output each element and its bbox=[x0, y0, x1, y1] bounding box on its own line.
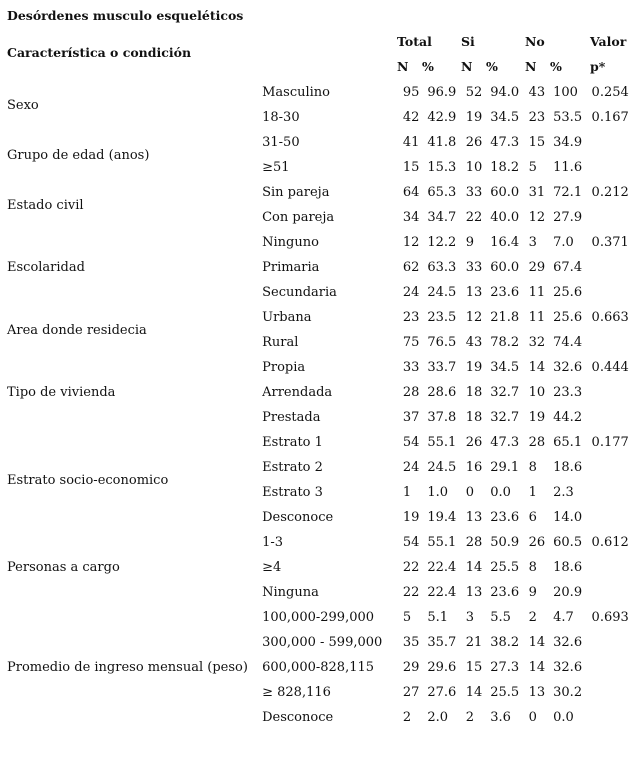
no-n-cell: 43 bbox=[528, 85, 546, 100]
si-pct-cell: 32.7 bbox=[490, 410, 520, 425]
header-no-n: N bbox=[525, 59, 537, 74]
row-subcategory: Masculino bbox=[262, 85, 331, 100]
p-value-cell bbox=[592, 655, 639, 680]
total-n-cell: 19 bbox=[402, 510, 420, 525]
p-value-cell: 0.444 bbox=[591, 360, 629, 375]
total-n-cell: 75 bbox=[402, 335, 420, 350]
row-subcategory: 1-3 bbox=[262, 535, 284, 550]
total-pct-cell: 12.2 bbox=[427, 235, 457, 250]
total-n-cell: 62 bbox=[402, 260, 420, 275]
si-pct-cell: 27.3 bbox=[490, 660, 520, 675]
no-pct-cell: 100 bbox=[553, 85, 578, 100]
row-subcategory: Ninguna bbox=[262, 585, 319, 600]
no-pct-cell: 74.4 bbox=[553, 335, 583, 350]
table-row bbox=[0, 605, 639, 630]
row-subcategory: Estrato 3 bbox=[262, 485, 323, 500]
si-n-cell: 26 bbox=[465, 435, 483, 450]
total-n-cell: 27 bbox=[402, 685, 420, 700]
no-pct-cell: 65.1 bbox=[553, 435, 583, 450]
row-subcategory: 31-50 bbox=[262, 135, 300, 150]
si-pct-cell: 32.7 bbox=[490, 385, 520, 400]
si-n-cell: 9 bbox=[465, 235, 475, 250]
results-table bbox=[0, 80, 639, 730]
header-no-pct: % bbox=[550, 59, 562, 74]
no-pct-cell: 18.6 bbox=[553, 460, 583, 475]
si-n-cell: 33 bbox=[465, 185, 483, 200]
total-pct-cell: 42.9 bbox=[427, 110, 457, 125]
table-row bbox=[0, 530, 639, 555]
total-n-cell: 29 bbox=[402, 660, 420, 675]
si-pct-cell: 25.5 bbox=[490, 685, 520, 700]
no-pct-cell: 25.6 bbox=[553, 285, 583, 300]
si-n-cell: 10 bbox=[465, 160, 483, 175]
group-label: Area donde residecia bbox=[7, 322, 147, 338]
si-pct-cell: 23.6 bbox=[490, 285, 520, 300]
si-n-cell: 0 bbox=[465, 485, 475, 500]
p-value-cell bbox=[592, 155, 639, 180]
si-n-cell: 19 bbox=[465, 110, 483, 125]
total-n-cell: 34 bbox=[402, 210, 420, 225]
si-n-cell: 52 bbox=[465, 85, 483, 100]
group-label: Personas a cargo bbox=[7, 560, 120, 575]
no-pct-cell: 53.5 bbox=[553, 110, 583, 125]
total-n-cell: 1 bbox=[402, 485, 412, 500]
row-subcategory: Desconoce bbox=[262, 710, 334, 725]
si-n-cell: 14 bbox=[465, 560, 483, 575]
total-n-cell: 54 bbox=[402, 435, 420, 450]
si-n-cell: 18 bbox=[465, 410, 483, 425]
si-n-cell: 21 bbox=[465, 635, 483, 650]
si-pct-cell: 47.3 bbox=[490, 135, 520, 150]
si-pct-cell: 29.1 bbox=[490, 460, 520, 475]
si-n-cell: 15 bbox=[465, 660, 483, 675]
p-value-cell: 0.167 bbox=[591, 110, 629, 125]
no-pct-cell: 0.0 bbox=[553, 710, 574, 725]
row-subcategory: 100,000-299,000 bbox=[262, 610, 375, 625]
no-n-cell: 8 bbox=[528, 460, 537, 475]
si-n-cell: 2 bbox=[465, 710, 475, 725]
no-pct-cell: 11.6 bbox=[553, 160, 583, 175]
group-label: Promedio de ingreso mensual (peso) bbox=[7, 660, 248, 675]
no-n-cell: 14 bbox=[528, 360, 546, 375]
total-pct-cell: 28.6 bbox=[427, 385, 457, 400]
si-pct-cell: 47.3 bbox=[490, 435, 520, 450]
si-pct-cell: 21.8 bbox=[490, 310, 520, 325]
si-n-cell: 19 bbox=[465, 360, 483, 375]
table-row bbox=[0, 430, 639, 455]
p-value-cell bbox=[592, 580, 639, 605]
header-si-n: N bbox=[461, 59, 473, 74]
row-subcategory: Arrendada bbox=[262, 385, 333, 400]
p-value-cell bbox=[592, 280, 639, 305]
total-pct-cell: 63.3 bbox=[427, 260, 457, 275]
si-n-cell: 12 bbox=[465, 310, 483, 325]
total-pct-cell: 19.4 bbox=[427, 510, 457, 525]
total-pct-cell: 55.1 bbox=[427, 535, 457, 550]
total-n-cell: 12 bbox=[402, 235, 420, 250]
p-value-cell bbox=[592, 480, 639, 505]
total-n-cell: 64 bbox=[402, 185, 420, 200]
si-n-cell: 16 bbox=[465, 460, 483, 475]
total-pct-cell: 24.5 bbox=[427, 285, 457, 300]
group-label: Tipo de vivienda bbox=[7, 385, 116, 400]
row-subcategory: Sin pareja bbox=[262, 185, 330, 200]
total-n-cell: 22 bbox=[402, 560, 420, 575]
row-subcategory: Propia bbox=[262, 360, 306, 375]
p-value-cell bbox=[592, 555, 639, 580]
header-total: Total bbox=[397, 34, 432, 49]
total-n-cell: 95 bbox=[402, 85, 420, 100]
header-p: p* bbox=[590, 59, 606, 74]
si-pct-cell: 94.0 bbox=[490, 85, 520, 100]
group-label: Grupo de edad (anos) bbox=[7, 147, 150, 163]
si-pct-cell: 40.0 bbox=[490, 210, 520, 225]
group-label: Escolaridad bbox=[7, 260, 85, 275]
total-pct-cell: 37.8 bbox=[427, 410, 457, 425]
group-label: Estado civil bbox=[7, 197, 84, 213]
no-pct-cell: 25.6 bbox=[553, 310, 583, 325]
no-n-cell: 5 bbox=[528, 160, 537, 175]
total-pct-cell: 23.5 bbox=[427, 310, 457, 325]
si-pct-cell: 34.5 bbox=[490, 360, 520, 375]
no-n-cell: 0 bbox=[528, 710, 537, 725]
p-value-cell bbox=[592, 380, 639, 405]
total-n-cell: 42 bbox=[402, 110, 420, 125]
si-pct-cell: 60.0 bbox=[490, 185, 520, 200]
header-si-pct: % bbox=[486, 59, 498, 74]
p-value-cell: 0.177 bbox=[591, 435, 629, 450]
no-pct-cell: 67.4 bbox=[553, 260, 583, 275]
p-value-cell: 0.663 bbox=[591, 310, 629, 325]
no-pct-cell: 44.2 bbox=[553, 410, 583, 425]
no-pct-cell: 20.9 bbox=[553, 585, 583, 600]
row-subcategory: ≥ 828,116 bbox=[262, 685, 331, 700]
no-n-cell: 3 bbox=[528, 235, 537, 250]
header-total-n: N bbox=[397, 59, 409, 74]
total-n-cell: 33 bbox=[402, 360, 420, 375]
row-subcategory: Con pareja bbox=[262, 210, 335, 225]
no-pct-cell: 32.6 bbox=[553, 360, 583, 375]
no-n-cell: 11 bbox=[528, 285, 546, 300]
row-subcategory: 18-30 bbox=[262, 110, 300, 125]
no-n-cell: 26 bbox=[528, 535, 546, 550]
row-subcategory: ≥51 bbox=[262, 160, 290, 175]
no-pct-cell: 32.6 bbox=[553, 660, 583, 675]
si-pct-cell: 5.5 bbox=[490, 610, 511, 625]
si-pct-cell: 50.9 bbox=[490, 535, 520, 550]
total-pct-cell: 1.0 bbox=[427, 485, 449, 500]
si-pct-cell: 34.5 bbox=[490, 110, 520, 125]
no-n-cell: 14 bbox=[528, 635, 546, 650]
no-n-cell: 6 bbox=[528, 510, 537, 525]
row-subcategory: Estrato 1 bbox=[262, 435, 323, 450]
p-value-cell: 0.612 bbox=[591, 535, 629, 550]
si-n-cell: 43 bbox=[465, 335, 483, 350]
total-pct-cell: 96.9 bbox=[427, 85, 457, 100]
total-n-cell: 54 bbox=[402, 535, 420, 550]
no-n-cell: 9 bbox=[528, 585, 537, 600]
row-subcategory: Estrato 2 bbox=[262, 460, 323, 475]
p-value-cell bbox=[592, 330, 639, 355]
total-n-cell: 15 bbox=[402, 160, 420, 175]
total-n-cell: 41 bbox=[402, 135, 420, 150]
total-pct-cell: 5.1 bbox=[427, 610, 449, 625]
si-n-cell: 14 bbox=[465, 685, 483, 700]
p-value-cell bbox=[592, 255, 639, 280]
header-no: No bbox=[525, 34, 545, 49]
no-n-cell: 10 bbox=[528, 385, 546, 400]
row-subcategory: 600,000-828,115 bbox=[262, 660, 375, 675]
table-row bbox=[0, 130, 639, 155]
total-pct-cell: 29.6 bbox=[427, 660, 457, 675]
p-value-cell bbox=[592, 630, 639, 655]
total-n-cell: 37 bbox=[402, 410, 420, 425]
total-n-cell: 35 bbox=[402, 635, 420, 650]
table-row bbox=[0, 230, 639, 255]
si-pct-cell: 60.0 bbox=[490, 260, 520, 275]
total-pct-cell: 65.3 bbox=[427, 185, 457, 200]
row-subcategory: Ninguno bbox=[262, 235, 319, 250]
no-n-cell: 11 bbox=[528, 310, 546, 325]
p-value-cell bbox=[592, 130, 639, 155]
si-pct-cell: 23.6 bbox=[490, 585, 520, 600]
si-pct-cell: 16.4 bbox=[490, 235, 520, 250]
si-pct-cell: 18.2 bbox=[490, 160, 520, 175]
row-subcategory: 300,000 - 599,000 bbox=[262, 635, 383, 650]
no-pct-cell: 23.3 bbox=[553, 385, 583, 400]
total-pct-cell: 33.7 bbox=[427, 360, 457, 375]
row-subcategory: Primaria bbox=[262, 260, 320, 275]
total-pct-cell: 34.7 bbox=[427, 210, 457, 225]
total-pct-cell: 41.8 bbox=[427, 135, 457, 150]
no-pct-cell: 2.3 bbox=[553, 485, 574, 500]
total-n-cell: 22 bbox=[402, 585, 420, 600]
no-n-cell: 12 bbox=[528, 210, 546, 225]
total-n-cell: 24 bbox=[402, 285, 420, 300]
row-subcategory: Prestada bbox=[262, 410, 321, 425]
si-n-cell: 26 bbox=[465, 135, 483, 150]
total-pct-cell: 27.6 bbox=[427, 685, 457, 700]
total-n-cell: 24 bbox=[402, 460, 420, 475]
header-characteristic: Característica o condición bbox=[7, 45, 192, 60]
no-pct-cell: 60.5 bbox=[553, 535, 583, 550]
p-value-cell bbox=[592, 705, 639, 730]
total-pct-cell: 22.4 bbox=[427, 560, 457, 575]
si-pct-cell: 23.6 bbox=[490, 510, 520, 525]
header-total-pct: % bbox=[422, 59, 434, 74]
total-n-cell: 28 bbox=[402, 385, 420, 400]
table-row bbox=[0, 305, 639, 330]
si-n-cell: 13 bbox=[465, 585, 483, 600]
si-pct-cell: 38.2 bbox=[490, 635, 520, 650]
total-pct-cell: 55.1 bbox=[427, 435, 457, 450]
table-row bbox=[0, 180, 639, 205]
si-pct-cell: 3.6 bbox=[490, 710, 511, 725]
row-subcategory: Urbana bbox=[262, 310, 312, 325]
row-subcategory: ≥4 bbox=[262, 560, 282, 575]
si-pct-cell: 78.2 bbox=[490, 335, 520, 350]
table-row bbox=[0, 355, 639, 380]
p-value-cell: 0.693 bbox=[591, 610, 629, 625]
no-pct-cell: 18.6 bbox=[553, 560, 583, 575]
si-pct-cell: 0.0 bbox=[490, 485, 511, 500]
no-n-cell: 29 bbox=[528, 260, 546, 275]
no-n-cell: 8 bbox=[528, 560, 537, 575]
total-n-cell: 2 bbox=[402, 710, 412, 725]
no-pct-cell: 4.7 bbox=[553, 610, 574, 625]
total-n-cell: 23 bbox=[402, 310, 420, 325]
no-pct-cell: 72.1 bbox=[553, 185, 583, 200]
total-n-cell: 5 bbox=[402, 610, 412, 625]
total-pct-cell: 35.7 bbox=[427, 635, 457, 650]
no-n-cell: 13 bbox=[528, 685, 546, 700]
p-value-cell bbox=[592, 405, 639, 430]
total-pct-cell: 22.4 bbox=[427, 585, 457, 600]
group-label: Estrato socio-economico bbox=[7, 472, 169, 488]
si-pct-cell: 25.5 bbox=[490, 560, 520, 575]
no-pct-cell: 30.2 bbox=[553, 685, 583, 700]
p-value-cell: 0.254 bbox=[591, 85, 629, 100]
row-subcategory: Desconoce bbox=[262, 510, 334, 525]
no-n-cell: 23 bbox=[528, 110, 546, 125]
header-si: Si bbox=[461, 34, 475, 49]
si-n-cell: 3 bbox=[465, 610, 475, 625]
no-pct-cell: 34.9 bbox=[553, 135, 583, 150]
si-n-cell: 13 bbox=[465, 510, 483, 525]
no-pct-cell: 14.0 bbox=[553, 510, 583, 525]
p-value-cell: 0.212 bbox=[591, 185, 629, 200]
p-value-cell bbox=[592, 455, 639, 480]
no-pct-cell: 27.9 bbox=[553, 210, 583, 225]
row-subcategory: Secundaria bbox=[262, 285, 337, 300]
no-n-cell: 2 bbox=[528, 610, 537, 625]
total-pct-cell: 76.5 bbox=[427, 335, 457, 350]
no-n-cell: 32 bbox=[528, 335, 546, 350]
p-value-cell: 0.371 bbox=[591, 235, 629, 250]
total-pct-cell: 24.5 bbox=[427, 460, 457, 475]
si-n-cell: 22 bbox=[465, 210, 483, 225]
total-pct-cell: 15.3 bbox=[427, 160, 457, 175]
no-n-cell: 15 bbox=[528, 135, 546, 150]
no-n-cell: 19 bbox=[528, 410, 546, 425]
no-pct-cell: 32.6 bbox=[553, 635, 583, 650]
no-n-cell: 31 bbox=[528, 185, 546, 200]
no-pct-cell: 7.0 bbox=[553, 235, 574, 250]
si-n-cell: 28 bbox=[465, 535, 483, 550]
no-n-cell: 28 bbox=[528, 435, 546, 450]
header-valor: Valor bbox=[590, 34, 627, 49]
si-n-cell: 33 bbox=[465, 260, 483, 275]
si-n-cell: 18 bbox=[465, 385, 483, 400]
table-row bbox=[0, 80, 639, 105]
p-value-cell bbox=[592, 680, 639, 705]
no-n-cell: 1 bbox=[528, 485, 537, 500]
si-n-cell: 13 bbox=[465, 285, 483, 300]
total-pct-cell: 2.0 bbox=[427, 710, 449, 725]
p-value-cell bbox=[592, 505, 639, 530]
no-n-cell: 14 bbox=[528, 660, 546, 675]
row-subcategory: Rural bbox=[262, 335, 299, 350]
p-value-cell bbox=[592, 205, 639, 230]
table-title: Desórdenes musculo esqueléticos bbox=[7, 8, 244, 23]
group-label: Sexo bbox=[7, 97, 39, 113]
